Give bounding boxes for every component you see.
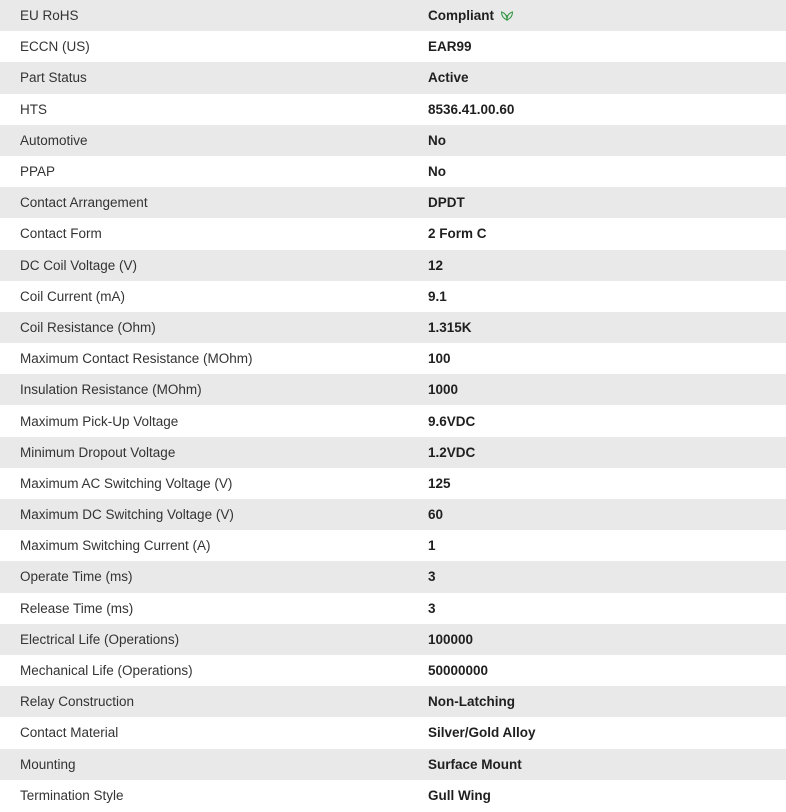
spec-value [408, 593, 786, 624]
table-row [0, 468, 786, 499]
spec-label: Mounting [20, 756, 76, 772]
spec-value-text: 1 [428, 538, 436, 554]
spec-value-text: 9.1 [428, 288, 447, 304]
spec-value-text: 2 Form C [428, 226, 487, 242]
spec-value [408, 717, 786, 748]
table-row [0, 780, 786, 811]
spec-value-text: 12 [428, 257, 444, 273]
spec-value-text: No [428, 164, 446, 180]
spec-value [408, 437, 786, 468]
spec-value [408, 530, 786, 561]
table-row [0, 561, 786, 592]
spec-value [408, 312, 786, 343]
table-row [0, 94, 786, 125]
spec-value [408, 156, 786, 187]
spec-label: Coil Current (mA) [20, 288, 126, 304]
spec-value [408, 31, 786, 62]
leaf-icon [500, 9, 514, 21]
spec-label: Contact Arrangement [20, 195, 148, 211]
spec-value-text: 1.2VDC [428, 444, 476, 460]
spec-value-text: 100000 [428, 631, 474, 647]
table-row [0, 125, 786, 156]
spec-value [408, 374, 786, 405]
spec-value [408, 281, 786, 312]
spec-value-text: 3 [428, 569, 436, 585]
table-row [0, 0, 786, 31]
spec-value-text: Active [428, 70, 469, 86]
table-row [0, 281, 786, 312]
spec-label: ECCN (US) [20, 39, 90, 55]
spec-value [408, 62, 786, 93]
spec-value-text: 9.6VDC [428, 413, 476, 429]
spec-value [408, 94, 786, 125]
spec-label: Insulation Resistance (MOhm) [20, 382, 202, 398]
spec-label: Maximum AC Switching Voltage (V) [20, 475, 233, 491]
spec-label: Mechanical Life (Operations) [20, 663, 193, 679]
spec-value [408, 499, 786, 530]
spec-label: Relay Construction [20, 694, 135, 710]
spec-value [408, 125, 786, 156]
table-row [0, 655, 786, 686]
table-row [0, 530, 786, 561]
spec-value [408, 0, 786, 31]
spec-value-text: 50000000 [428, 663, 489, 679]
spec-value [408, 624, 786, 655]
spec-label: Part Status [20, 70, 87, 86]
table-row [0, 593, 786, 624]
spec-value-text: 60 [428, 507, 444, 523]
spec-value-text: Surface Mount [428, 756, 522, 772]
table-row [0, 62, 786, 93]
spec-value [408, 218, 786, 249]
spec-value-text: Silver/Gold Alloy [428, 725, 536, 741]
table-row [0, 405, 786, 436]
table-row [0, 437, 786, 468]
spec-value-text: 125 [428, 475, 451, 491]
table-row [0, 686, 786, 717]
spec-value [408, 250, 786, 281]
spec-label: Maximum Pick-Up Voltage [20, 413, 179, 429]
table-row [0, 499, 786, 530]
spec-label: Coil Resistance (Ohm) [20, 319, 156, 335]
spec-value [408, 655, 786, 686]
spec-value-text: 3 [428, 600, 436, 616]
spec-value-text: 100 [428, 351, 451, 367]
spec-label: Maximum Contact Resistance (MOhm) [20, 351, 253, 367]
spec-value [408, 405, 786, 436]
table-row [0, 312, 786, 343]
spec-value-text: Non-Latching [428, 694, 515, 710]
spec-value-text: 1.315K [428, 319, 472, 335]
spec-label: Maximum DC Switching Voltage (V) [20, 507, 234, 523]
spec-label: Electrical Life (Operations) [20, 631, 180, 647]
spec-value-text: DPDT [428, 195, 465, 211]
table-row [0, 343, 786, 374]
spec-value [408, 343, 786, 374]
spec-label: EU RoHS [20, 8, 79, 24]
spec-value-text: EAR99 [428, 39, 472, 55]
spec-label: DC Coil Voltage (V) [20, 257, 138, 273]
spec-label: Termination Style [20, 787, 124, 803]
table-row [0, 749, 786, 780]
spec-value [408, 187, 786, 218]
spec-label: Contact Form [20, 226, 102, 242]
table-row [0, 374, 786, 405]
spec-label: Automotive [20, 132, 88, 148]
spec-label: Operate Time (ms) [20, 569, 133, 585]
spec-value [408, 468, 786, 499]
table-row [0, 156, 786, 187]
table-row [0, 218, 786, 249]
table-row [0, 624, 786, 655]
spec-label: Contact Material [20, 725, 119, 741]
spec-label: HTS [20, 101, 47, 117]
table-row [0, 187, 786, 218]
spec-value-text: 8536.41.00.60 [428, 101, 515, 117]
spec-value-text: 1000 [428, 382, 459, 398]
table-row [0, 250, 786, 281]
spec-value-text: Gull Wing [428, 787, 491, 803]
spec-label: Release Time (ms) [20, 600, 134, 616]
table-row [0, 31, 786, 62]
spec-label: Minimum Dropout Voltage [20, 444, 176, 460]
spec-value [408, 686, 786, 717]
spec-value-text: No [428, 132, 446, 148]
table-row [0, 717, 786, 748]
spec-value [408, 561, 786, 592]
spec-label: PPAP [20, 164, 56, 180]
spec-label: Maximum Switching Current (A) [20, 538, 211, 554]
spec-value-text: Compliant [428, 8, 494, 24]
spec-value [408, 749, 786, 780]
spec-value [408, 780, 786, 811]
